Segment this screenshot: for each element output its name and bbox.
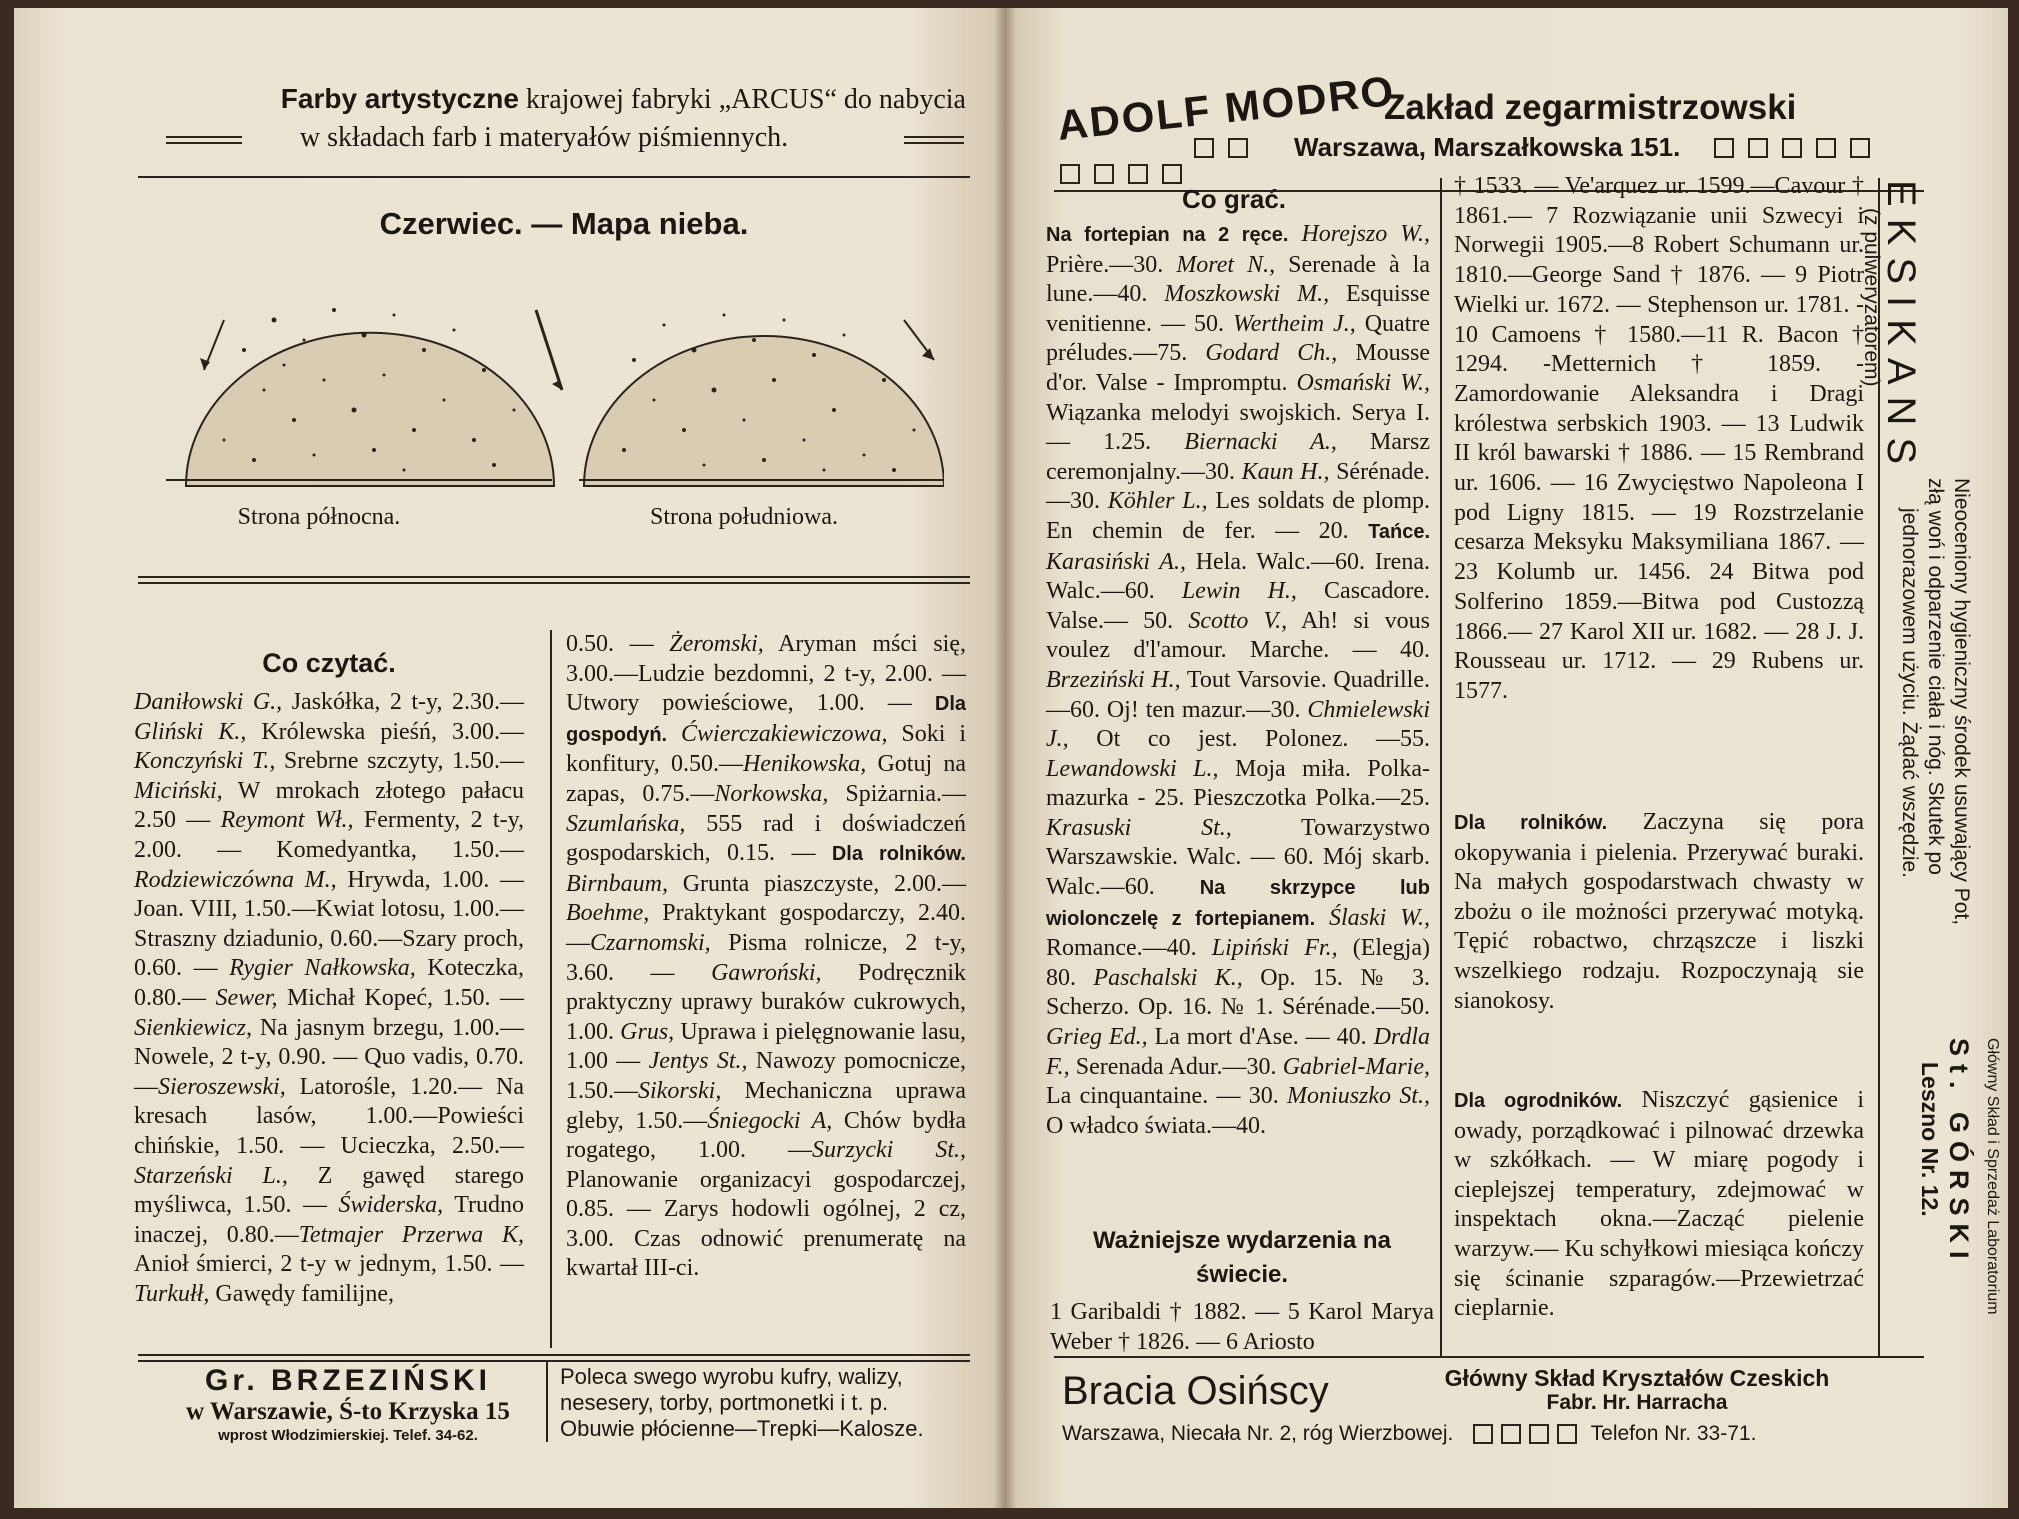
author: Köhler L., <box>1107 488 1208 515</box>
entry-text: Z gawęd starego myśliwca, 1.50. — <box>134 1162 524 1219</box>
author: Rodziewiczówna M., <box>134 866 337 893</box>
entry-text: Ot co jest. Polonez. —55. <box>1068 726 1430 753</box>
author: Gawroński, <box>711 959 822 986</box>
wydarzenia-text: 1 Garibaldi † 1882. — 5 Karol Marya Weber † 1826. — 6 Ariosto <box>1050 1299 1434 1355</box>
co-czytac-column-1 <box>134 688 524 1309</box>
author: Sewer, <box>215 984 278 1011</box>
arcus-ad <box>114 80 974 157</box>
author: Moszkowski M., <box>1164 281 1330 308</box>
author: Norkowska, <box>714 780 829 807</box>
entry-text: Soki i konfitury, 0.50.— <box>566 720 966 778</box>
paragraph <box>134 688 524 1309</box>
wydarzenia-heading: Ważniejsze wydarzenia na świecie. <box>1093 1227 1391 1288</box>
author: Sieroszewski, <box>158 1073 286 1100</box>
section-label: Tańce. <box>1368 520 1430 543</box>
entry-text: Fermenty, 2 t-y, 2.00. — Komedyantka, 1.50.— <box>134 807 525 863</box>
co-grac-column <box>1046 220 1430 1141</box>
author: Scotto V., <box>1188 607 1288 634</box>
entry-text: Gotuj na zapas, 0.75.— <box>566 751 966 807</box>
author: Surzycki St., <box>812 1137 966 1164</box>
author: Gliński K., <box>134 718 247 745</box>
entry-text: O władco świata.—40. <box>1046 1112 1266 1139</box>
modro-boxes-right <box>1714 138 1884 158</box>
entry-text: Praktykant gospodarczy, 2.40.— <box>566 900 966 956</box>
eksikans-address: Leszno Nr. 12. <box>1917 1062 1943 1217</box>
entry-text: Latorośle, 1.20.— Na kresach lasów, 1.00.—Powieści chińskie, 1.50. — Ucieczka, 2.50.— <box>134 1073 524 1159</box>
author: Starzeński L., <box>134 1162 288 1189</box>
author: Miciński, <box>134 777 223 804</box>
author: Henikowska, <box>742 751 867 778</box>
dla-ogrodnikow-text: Niszczyć gąsienice i owady, porządkować i pilnować drzewka w szkółkach. — W miarę pogody i cieplejszej temperatury, zdejmować w inspektach okna.—Zacząć pielenie warzyw.— Ku schyłkowi miesiąca kończy się ścinanie szparagów.—Przewietrzać cieplarnie. <box>1454 1087 1864 1322</box>
author: Drdla F., <box>1046 1024 1431 1080</box>
entry-text: Sérénade.—30. <box>1046 458 1431 515</box>
entry-text: Spiżarnia.— <box>828 780 966 807</box>
section-label: Na skrzypce lub wiolonczelę z fortepianem. <box>1046 877 1430 930</box>
osinscy-name: Bracia Osińscy <box>1062 1369 1329 1413</box>
offer-line-3: Obuwie płócienne—Trepki—Kalosze. <box>560 1416 924 1441</box>
author: Horejszo W., <box>1301 221 1430 247</box>
entry-text: Uprawa i pielęgnowanie lasu, 1.00 — <box>566 1018 967 1075</box>
entry-text: Jaskółka, 2 t-y, 2.30.— <box>282 689 524 715</box>
eksikans-line-1: Nieoceniony hygieniczny środek usuwający Pot, <box>1950 478 1973 926</box>
author: Lipiński Fr., <box>1211 935 1338 962</box>
brzezinski-name: Gr. BRZEZIŃSKI <box>204 1364 492 1397</box>
author: Godard Ch., <box>1205 340 1338 367</box>
author: Ćwierczakiewiczowa, <box>681 720 888 747</box>
author: Chmielewski J., <box>1046 696 1430 753</box>
author: Osmański W., <box>1296 369 1431 396</box>
entry-text: Michał Kopeć, 1.50. — <box>277 984 525 1011</box>
author: Konczyński T., <box>134 748 276 775</box>
entry-text: Esquisse venitienne. — 50. <box>1046 281 1431 337</box>
entry-text: Na jasnym brzegu, 1.00.— Nowele, 2 t-y, 0.90. — Quo vadis, 0.70.— <box>134 1014 524 1100</box>
author: Kaun H., <box>1241 458 1330 485</box>
osinscy-store: Główny Skład Kryształów Czeskich <box>1444 1365 1830 1391</box>
author: Szumlańska, <box>566 810 686 837</box>
author: Karasiński A., <box>1046 548 1186 575</box>
author: Moret N., <box>1176 251 1276 278</box>
entry-text <box>667 721 681 747</box>
arcus-ad-line2: w składach farb i materyałów piśmiennych. <box>299 122 789 153</box>
sky-map-title: Czerwiec. — Mapa nieba. <box>379 206 749 241</box>
osinscy-address: Warszawa, Niecała Nr. 2, róg Wierzbowej. <box>1062 1422 1454 1445</box>
author: Turkułł, <box>134 1280 210 1307</box>
entry-text: Hrywda, 1.00. —Joan. VIII, 1.50.—Kwiat lotosu, 1.00.—Straszny dziadunio, 0.60.—Szary proch, 0.60. — <box>134 866 524 982</box>
paragraph <box>566 630 966 1284</box>
modro-address: Warszawa, Marszałkowska 151. <box>1294 132 1681 162</box>
entry-text: Srebrne szczyty, 1.50.— <box>275 748 524 775</box>
entry-text: Serenada Adur.—30. <box>1069 1053 1283 1080</box>
north-caption: Strona północna. <box>237 504 401 530</box>
south-hemisphere <box>579 314 944 487</box>
south-caption: Strona południowa. <box>650 504 838 530</box>
entry-text: Mechaniczna uprawa gleby, 1.50.— <box>566 1077 966 1134</box>
author: Śniegocki A, <box>707 1107 833 1134</box>
north-hemisphere <box>166 308 554 486</box>
divider-double <box>138 576 970 584</box>
section-label: Dla rolników. <box>831 843 966 866</box>
section-label: Na fortepian na 2 ręce. <box>1046 224 1289 246</box>
section-label: Dla gospodyń. <box>566 693 966 746</box>
author: Wertheim J., <box>1232 310 1356 337</box>
author: Grus, <box>620 1018 675 1045</box>
osinscy-address-line <box>1062 1420 1942 1448</box>
entry-text: Prière.—30. <box>1046 251 1177 278</box>
entry-text: Hela. Walc.—60. Irena. Walc.—60. <box>1046 548 1430 605</box>
wydarzenia-column-2: † 1533. — Ve'arquez ur. 1599.—Cavour † 1861.— 7 Rozwiązanie unii Szwecyi i Norwegii 1905.—8 Robert Schumann ur. 1810.—George Sand † 1876. — 9 Piotr Wielki ur. 1672. — Stephenson ur. 1781. - 10 Camoens † 1580.—11 R. Bacon † 1294. -Metternich † 1859. - Zamordowanie Aleksandra i Dragi królestwa serbskich 1903. — 13 Ludwik II król bawarski † 1886. — 15 Rembrand ur. 1606. — 16 Zwycięstwo Napoleona I pod Ligny 1815. — 19 Rozstrzelanie cesarza Meksyku Maksymiliana 1867. — 23 Kolumb ur. 1456. 24 Bitwa pod Solferino 1859.—Bitwa pod Custozzą 1866.— 27 Karol XII ur. 1682. — 28 J. J. Rousseau ur. 1712. — 29 Rubens ur. 1577. <box>1454 173 1864 704</box>
author: Krasuski St., <box>1046 814 1232 841</box>
author: Sikorski, <box>638 1077 722 1104</box>
entry-text: Op. 15. № 3. Scherzo. Op. 16. № 1. Sérénade.—50. <box>1046 964 1431 1021</box>
entry-text: (Elegja) 80. <box>1046 935 1430 991</box>
entry-text: Marsz ceremonjalny.—30. <box>1046 429 1430 485</box>
modro-boxes-mid <box>1194 138 1262 158</box>
author: Rygier Nałkowska, <box>229 955 416 982</box>
author: Jentys St., <box>648 1048 748 1075</box>
brzezinski-address: w Warszawie, Ś-to Krzyska 15 <box>186 1398 510 1425</box>
author: Brzeziński H., <box>1046 666 1181 693</box>
entry-text: Mousse d'or. Valse - Impromptu. <box>1046 340 1431 396</box>
entry-text: W mrokach złotego pałacu 2.50 — <box>134 777 524 834</box>
author: Grieg Ed., <box>1046 1024 1148 1051</box>
entry-text: Aryman mści się, 3.00.—Ludzie bezdomni, 2 t-y, 2.00. — Utwory powieściowe, 1.00. — <box>566 631 966 717</box>
arcus-deco-right <box>904 136 964 144</box>
entry-text: Romance.—40. <box>1046 935 1212 962</box>
entry-text: Towarzystwo Warszawskie. Walc. — 60. Mój skarb. Walc.—60. <box>1046 814 1430 901</box>
author: Sienkiewicz, <box>134 1014 252 1041</box>
column-rule <box>1440 178 1442 1358</box>
entry-text: Pisma rolnicze, 2 t-y, 3.60. — <box>566 929 966 986</box>
entry-text: Tout Varsovie. Quadrille.—60. Oj! ten mazur.—30. <box>1046 666 1430 723</box>
sky-map-illustration <box>164 280 944 495</box>
offer-line-1: Poleca swego wyrobu kufry, walizy, <box>560 1364 903 1389</box>
entry-text: Trudno inaczej, 0.80.— <box>134 1192 525 1248</box>
entry-text: Grunta piaszczyste, 2.00.— <box>668 870 966 897</box>
entry-text: Ah! si vous voulez d'l'amour. Marche. — 40. <box>1046 607 1431 664</box>
entry-text: Wiązanka melodyi swojskich. Serya I. — 1.25. <box>1046 399 1430 456</box>
osinscy-factory: Fabr. Hr. Harracha <box>1546 1391 1728 1414</box>
modro-title: Zakład zegarmistrzowski <box>1384 88 1797 127</box>
eksikans-brand: EKSIKANS <box>1879 180 1923 477</box>
brzezinski-details: wprost Włodzimierskiej. Telef. 34-62. <box>218 1427 478 1444</box>
eksikans-sub: (z pulweryzatorem) <box>1860 208 1883 387</box>
author: Lewin H., <box>1181 578 1297 605</box>
author: Gabriel-Marie, <box>1282 1053 1430 1080</box>
author: Birnbaum, <box>566 870 668 897</box>
entry-text: Gawędy familijne, <box>209 1280 394 1307</box>
divider-bottom <box>138 1354 970 1362</box>
dla-rolnikow <box>1454 808 1864 1016</box>
author: Biernacki A., <box>1184 429 1337 456</box>
divider <box>138 176 970 178</box>
eksikans-store-line: Główny Skład i Sprzedaż Laboratorium <box>1984 1038 2001 1315</box>
author: Paschalski K., <box>1093 964 1243 991</box>
author: Lewandowski L., <box>1046 755 1219 782</box>
offer-line-2: nesesery, torby, portmonetki i t. p. <box>560 1390 889 1415</box>
entry-text: La mort d'Ase. — 40. <box>1147 1024 1374 1051</box>
co-czytac-heading: Co czytać. <box>262 648 396 678</box>
dla-rolnikow-label: Dla rolników. <box>1454 812 1608 834</box>
modro-name: ADOLF MODRO <box>1054 66 1398 150</box>
entry-text: Serenade à la lune.—40. <box>1046 251 1431 308</box>
entry-text: Królewska pieśń, 3.00.— <box>246 718 524 745</box>
entry-text <box>1288 221 1301 247</box>
co-grac-heading: Co grać. <box>1181 184 1287 214</box>
entry-text: 0.50. — <box>566 631 670 657</box>
author: Świderska, <box>338 1192 444 1219</box>
author: Moniuszko St., <box>1287 1083 1430 1110</box>
entry-text: Moja miła. Polka-mazurka - 25. Pieszczotka Polka.—25. <box>1046 755 1430 812</box>
divider-bottom <box>1054 1356 1924 1358</box>
entry-text: Podręcznik praktyczny uprawy buraków cukrowych, 1.00. <box>566 959 967 1045</box>
author: Czarnomski, <box>590 929 711 956</box>
dla-ogrodnikow-label: Dla ogrodników. <box>1454 1090 1623 1112</box>
eksikans-line-3: jednorazowem użyciu. Żądać wszędzie. <box>1898 508 1921 879</box>
dla-rolnikow-text: Zaczyna się pora okopywania i pielenia. Przerywać buraki. Na małych gospodarstwach chwasty w zbożu o ile możności przerywać motyką. Tępić robactwo, chrząszcze i liszki wszelkiego rodzaju. Rozpoczynają sie sianokosy. <box>1454 809 1864 1014</box>
osinscy-boxes <box>1473 1422 1585 1445</box>
brzezinski-offer <box>560 1364 980 1442</box>
eksikans-line-2: złą woń i odparzenie ciała i nóg. Skutek po <box>1924 478 1947 875</box>
author: Daniłowski G., <box>134 689 283 715</box>
author: Boehme, <box>566 900 650 927</box>
brzezinski-ad <box>138 1364 558 1446</box>
author: Reymont Wł., <box>220 807 354 834</box>
author: Tetmajer Przerwa K, <box>298 1221 524 1248</box>
right-page <box>1004 8 2008 1508</box>
left-page <box>14 8 1004 1508</box>
arcus-ad-bold: Farby artystyczne <box>280 83 519 114</box>
dla-ogrodnikow <box>1454 1086 1864 1324</box>
author: Żeromski, <box>669 631 764 657</box>
osinscy-phone: Telefon Nr. 33-71. <box>1590 1422 1757 1445</box>
paragraph <box>1046 220 1430 1141</box>
entry-text: Les soldats de plomp. En chemin de fer. — 20. <box>1046 488 1431 544</box>
author: Ślaski W., <box>1329 904 1430 931</box>
book-gutter <box>994 8 1016 1508</box>
entry-text: Nawozy pomocnicze, 1.50.— <box>566 1048 966 1104</box>
eksikans-owner: St. GÓRSKI <box>1944 1038 1974 1267</box>
entry-text: Planowanie organizacyi gospodarczej, 0.85. — Zarys hodowli ogólnej, 2 cz, 3.00. Czas odnowić prenumeratę na kwartał III-ci. <box>566 1166 966 1282</box>
ad-rule <box>546 1360 548 1442</box>
column-rule <box>550 630 552 1348</box>
entry-text: La cinquantaine. — 30. <box>1046 1083 1288 1110</box>
arcus-deco-left <box>166 136 242 144</box>
entry-text: Koteczka, 0.80.— <box>134 955 525 1011</box>
entry-text: 555 rad i doświadczeń gospodarskich, 0.15. — <box>566 810 966 867</box>
entry-text: Cascadore. Valse.— 50. <box>1046 578 1430 634</box>
modro-boxes-left <box>1060 164 1196 184</box>
entry-text: Quatre préludes.—75. <box>1046 310 1430 367</box>
entry-text <box>1315 905 1329 931</box>
entry-text: Chów bydła rogatego, 1.00. — <box>566 1107 966 1164</box>
entry-text: Anioł śmierci, 2 t-y w jednym, 1.50. — <box>134 1251 524 1278</box>
arcus-ad-line1: krajowej fabryki „ARCUS“ do nabycia <box>525 84 966 115</box>
co-czytac-column-2 <box>566 630 966 1284</box>
